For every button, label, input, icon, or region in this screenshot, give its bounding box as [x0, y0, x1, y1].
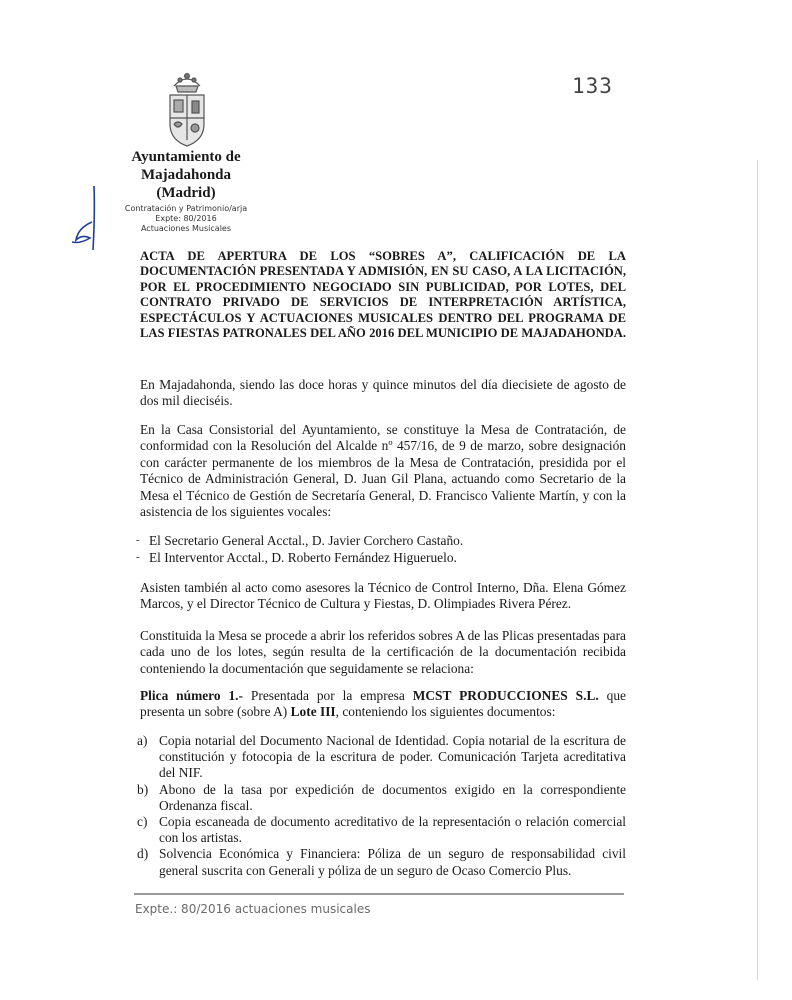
document-title: ACTA DE APERTURA DE LOS “SOBRES A”, CALIFICACIÓN DE LA DOCUMENTACIÓN PRESENTADA Y ADMISIÓN, EN SU CASO, A LA LICITACIÓN, POR EL PROCEDIMIENTO NEGOCIADO SIN PUBLICIDAD, POR LOTES, DEL CONTRATO PRIVADO DE SERVICIOS DE INTERPRETACIÓN ARTÍSTICA, ESPECTÁCULOS Y ACTUACIONES MUSICALES DENTRO DEL PROGRAMA DE LAS FIESTAS PATRONALES DEL AÑO 2016 DEL MUNICIPIO DE MAJADAHONDA. [140, 249, 626, 341]
paragraph-opening: Constituida la Mesa se procede a abrir los referidos sobres A de las Plicas presentadas para cada uno de los lotes, según resulta de la certificación de la documentación recibida conteniendo la documentación que seguidamente se relaciona: [140, 628, 627, 676]
bullet-icon: - [136, 534, 140, 546]
plica-label: Plica número 1.- [140, 688, 243, 703]
org-name-line: Ayuntamiento de [131, 149, 241, 165]
list-item [137, 733, 626, 782]
plica-text: , conteniendo los siguientes documentos: [335, 704, 556, 720]
vocales-list [136, 532, 626, 566]
footer-divider [134, 893, 624, 895]
item-letter: b) [137, 781, 149, 797]
item-letter: a) [137, 733, 148, 748]
page-number: 133 [572, 74, 613, 98]
paragraph-constitution: En la Casa Consistorial del Ayuntamiento, se constituye la Mesa de Contratación, de conformidad con la Resolución del Alcalde nº 457/16, de 9 de marzo, sobre designación con carácter permanente de los miembros de la Mesa de Contratación, presidida por el Técnico de Administración General, D. Juan Gil Plana, actuando como Secretario de la Mesa el Técnico de Gestión de Secretaría General, D. Francisco Valiente Martín, y con la asistencia de los siguientes vocales: [140, 422, 626, 520]
coat-of-arms-icon [162, 68, 212, 150]
org-name-line: Majadahonda [140, 167, 232, 183]
paragraph-advisors: Asisten también al acto como asesores la Técnico de Control Interno, Dña. Elena Gómez Marcos, y el Director Técnico de Cultura y Fiestas, D. Olimpiades Rivera Pérez. [140, 580, 626, 612]
file-subject: Actuaciones Musicales [140, 224, 232, 233]
file-number: Expte: 80/2016 [155, 214, 217, 223]
documents-list [137, 733, 626, 879]
lote-label: Lote III [290, 704, 336, 720]
list-item [137, 814, 626, 846]
item-text: Copia escaneada de documento acreditativo de la representación o relación comercial con los artistas. [159, 814, 626, 846]
vocal-text: El Secretario General Acctal., D. Javier Corchero Castaño. [149, 533, 464, 548]
plica-text: Presentada por la empresa [243, 688, 413, 703]
footer-text: Expte.: 80/2016 actuaciones musicales [135, 902, 371, 916]
org-department: Contratación y Patrimonio/arja [124, 204, 248, 213]
item-letter: d) [137, 846, 149, 862]
org-name-line: (Madrid) [156, 185, 216, 201]
list-item [137, 781, 626, 814]
list-item [137, 846, 626, 878]
paragraph-plica [140, 688, 626, 721]
page-edge-line [757, 160, 758, 980]
company-name: MCST PRODUCCIONES S.L. [412, 688, 599, 703]
list-item [136, 532, 626, 549]
vocal-text: El Interventor Acctal., D. Roberto Fernández Higueruelo. [149, 550, 457, 565]
item-text: Solvencia Económica y Financiera: Póliza de un seguro de responsabilidad civil general suscrita con Generali y póliza de un seguro de Ocaso Comercio Plus. [159, 846, 626, 878]
organization-header [122, 148, 250, 234]
paragraph-date: En Majadahonda, siendo las doce horas y quince minutos del día diecisiete de agosto de dos mil dieciséis. [140, 377, 626, 409]
item-text: Copia notarial del Documento Nacional de Identidad. Copia notarial de la escritura de constitución y fotocopia de la escritura de poder. Comunicación Tarjeta acreditativa del NIF. [159, 733, 626, 781]
item-letter: c) [137, 814, 148, 830]
list-item [136, 549, 626, 566]
bullet-icon: - [136, 551, 140, 563]
handwritten-mark-icon [64, 184, 104, 254]
item-text: Abono de la tasa por expedición de documentos exigido en la correspondiente Ordenanza fiscal. [159, 781, 626, 813]
plica-text: que presenta un sobre (sobre A) [140, 688, 626, 720]
